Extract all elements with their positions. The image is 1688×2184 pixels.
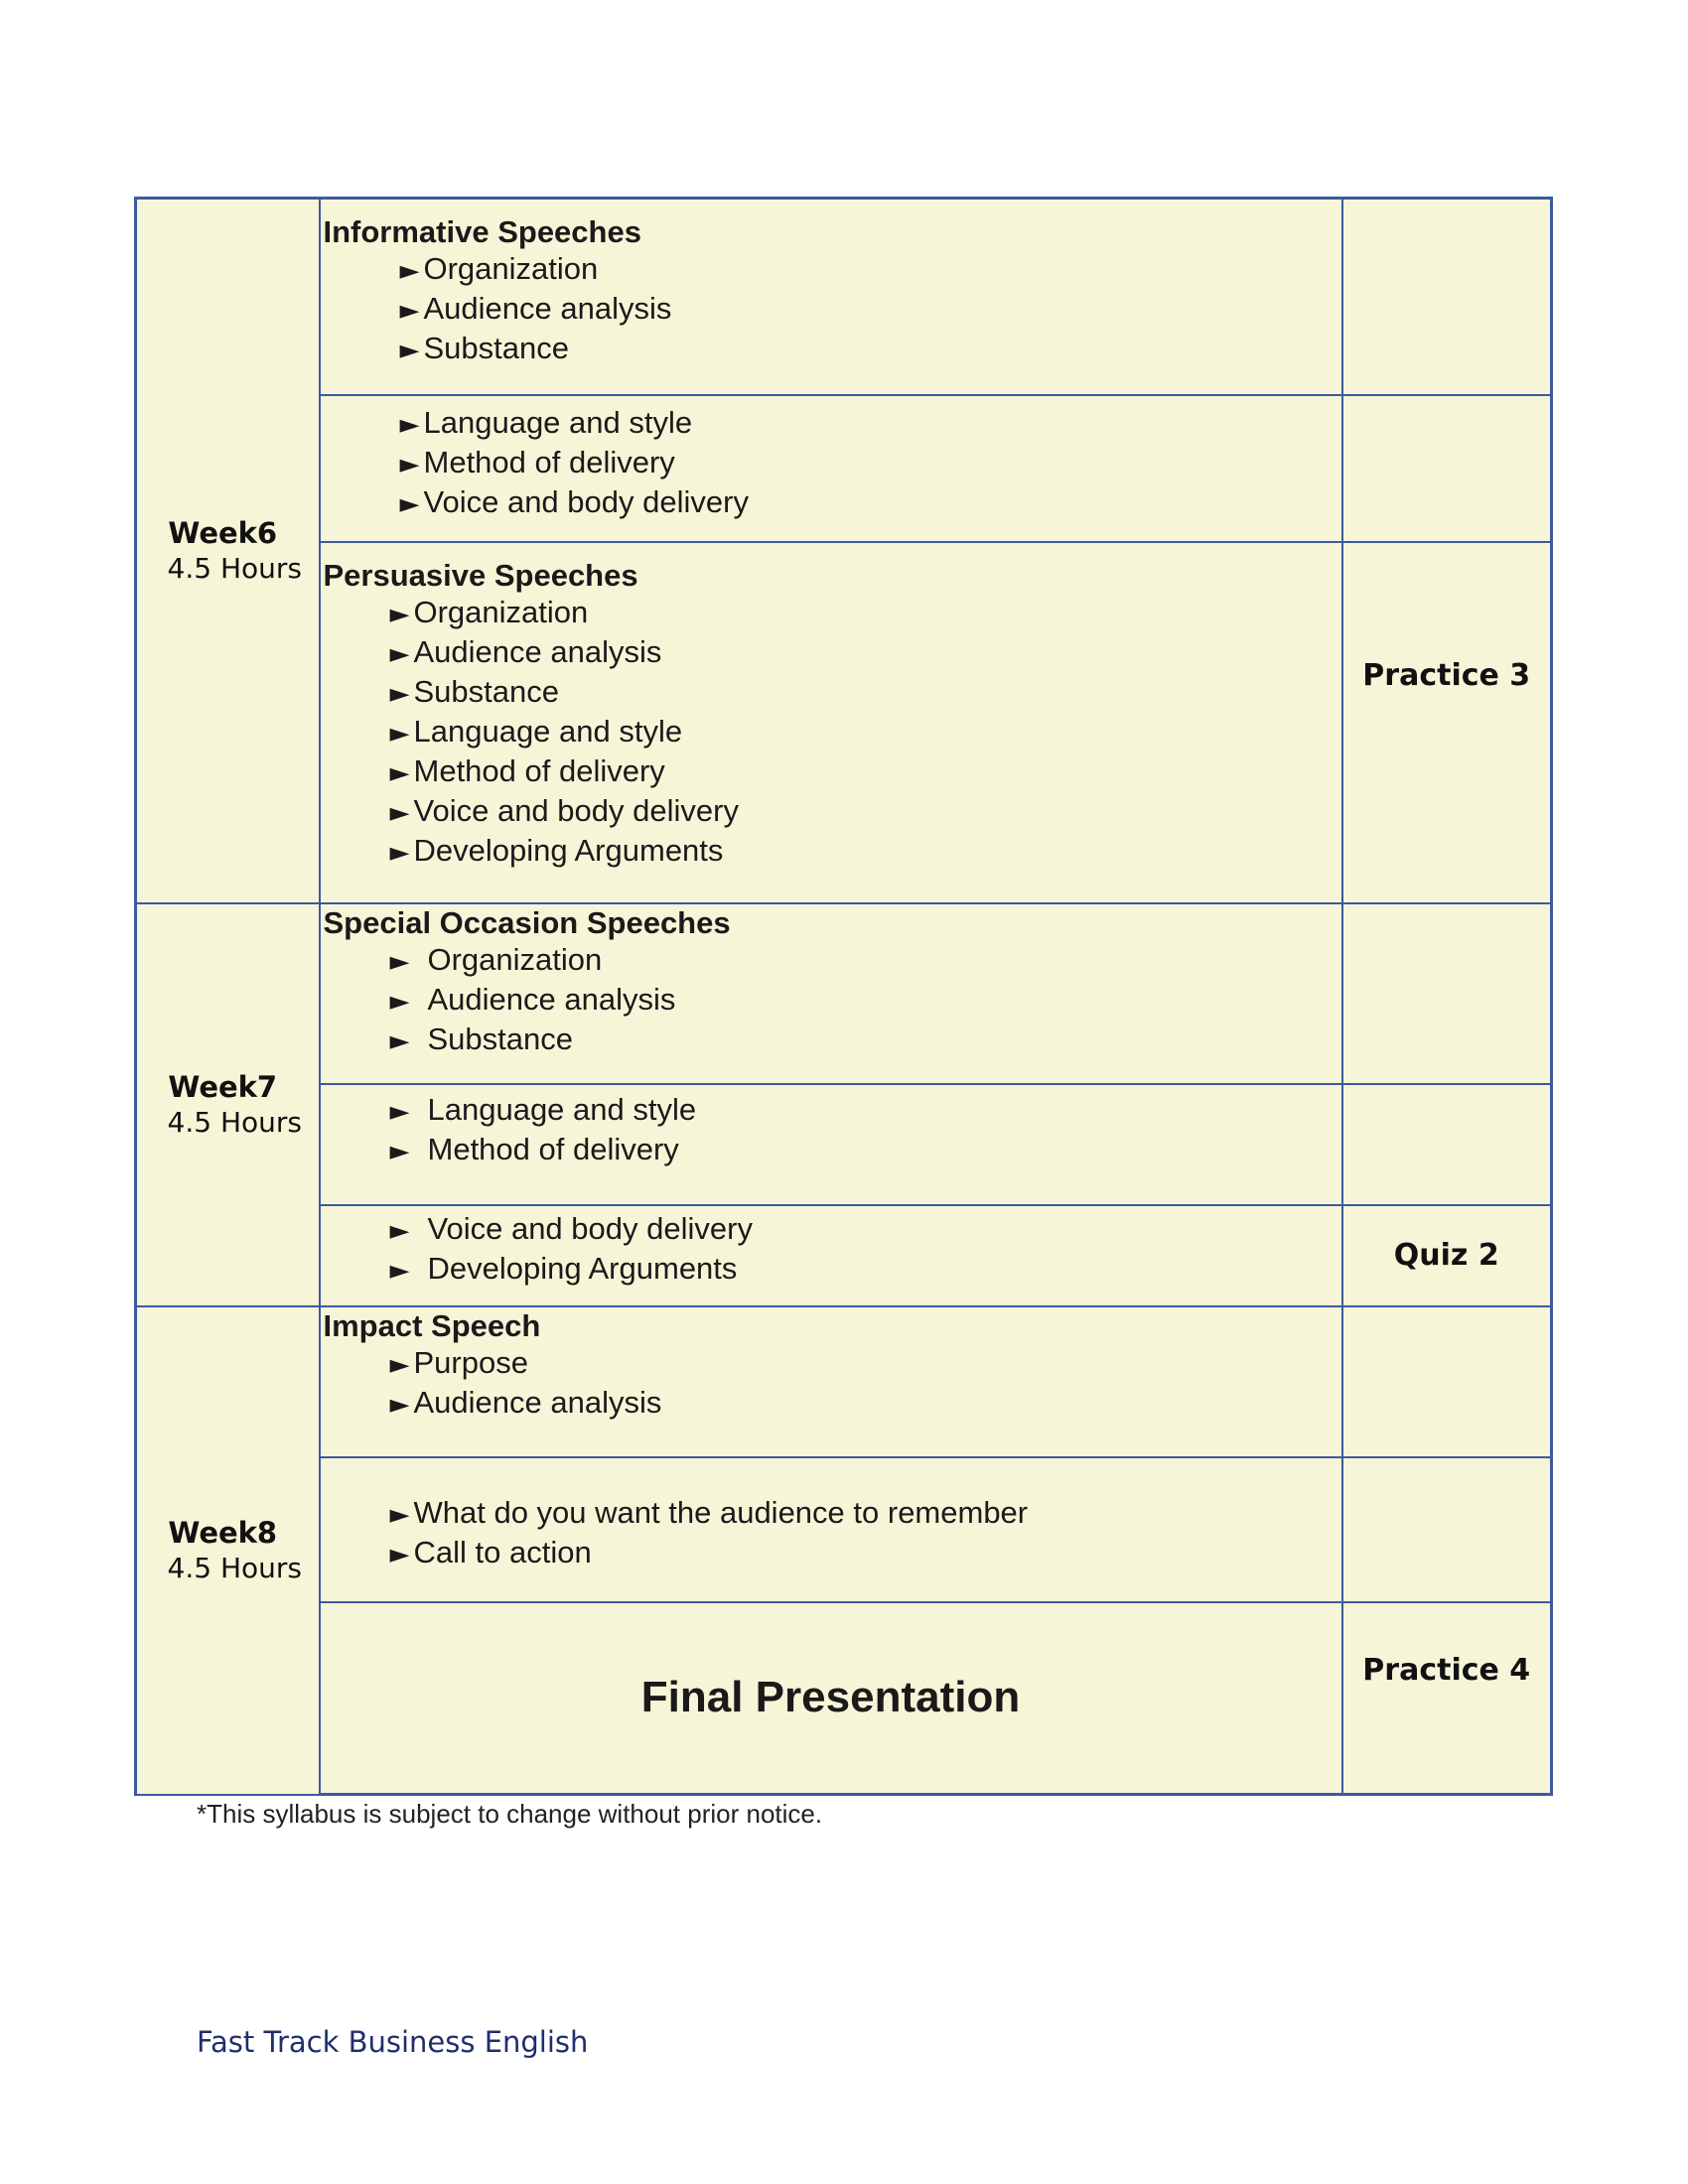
list-item: ► Substance [389,673,559,709]
list-item: ► What do you want the audience to remember [389,1494,1029,1530]
arrow-icon: ► [389,1499,410,1530]
list-item: ► Language and style [399,404,693,440]
week-hours: 4.5 Hours [167,552,302,586]
week-hours: 4.5 Hours [167,1106,302,1139]
list-item: ► Method of delivery [399,444,675,479]
arrow-icon: ► [389,1255,410,1286]
arrow-icon: ► [389,1349,410,1380]
week-hours: 4.5 Hours [167,1552,302,1584]
arrow-icon: ► [389,678,410,709]
list-item: ► Substance [399,331,569,365]
week-cell-8 [136,1306,320,1795]
topic-special-cont1 [320,1084,1342,1205]
list-item: ► Audience analysis [389,981,676,1017]
arrow-icon: ► [389,1136,410,1166]
final-presentation-cell [320,1602,1342,1795]
arrow-icon: ► [389,1096,410,1127]
arrow-icon: ► [389,946,410,977]
assessment-cell [1342,1306,1552,1457]
list-item: ► Developing Arguments [389,832,724,868]
list-item: ► Purpose [389,1344,528,1380]
assessment-cell [1342,1084,1552,1205]
disclaimer-note: *This syllabus is subject to change without prior notice. [197,1799,823,1829]
arrow-icon: ► [389,757,410,788]
arrow-icon: ► [389,1215,410,1246]
list-item: ► Language and style [389,1091,697,1127]
list-item: ► Language and style [389,713,683,749]
list-item: ► Method of delivery [389,1131,679,1166]
list-item: ► Audience analysis [389,1384,662,1420]
arrow-icon: ► [399,488,420,519]
topic-special-cont2 [320,1205,1342,1306]
topic-heading: Impact Speech [323,1307,541,1343]
arrow-icon: ► [399,336,420,365]
list-item: ► Voice and body delivery [389,1210,753,1246]
topic-informative [320,199,1342,395]
arrow-icon: ► [389,638,410,669]
list-item: ► Audience analysis [389,633,662,669]
assessment-label: Quiz 2 [1393,1238,1499,1273]
arrow-icon: ► [389,1389,410,1420]
assessment-cell [1342,1457,1552,1602]
assessment-cell [1342,199,1552,395]
arrow-icon: ► [399,409,420,440]
arrow-icon: ► [389,797,410,828]
topic-special-occasion [320,903,1342,1084]
topic-heading: Special Occasion Speeches [323,904,731,940]
arrow-icon: ► [389,986,410,1017]
assessment-cell [1342,903,1552,1084]
assessment-cell [1342,1205,1552,1306]
list-item: ► Organization [399,251,599,286]
assessment-label: Practice 4 [1362,1652,1531,1688]
list-item: ► Voice and body delivery [389,792,739,828]
week-label: Week7 [168,1070,278,1104]
topic-impact [320,1306,1342,1457]
list-item: ► Voice and body delivery [399,483,749,519]
list-item: ► Substance [389,1021,573,1056]
final-presentation-label: Final Presentation [640,1673,1021,1722]
assessment-label: Practice 3 [1362,657,1531,693]
arrow-icon: ► [389,1539,410,1570]
week-cell-7 [136,903,320,1306]
list-item: ► Method of delivery [389,752,665,788]
assessment-cell [1342,542,1552,903]
list-item: ► Developing Arguments [389,1250,738,1286]
assessment-cell [1342,395,1552,542]
list-item: ► Organization [389,941,603,977]
list-item: ► Call to action [389,1534,592,1570]
topic-heading: Informative Speeches [323,214,641,249]
topic-persuasive [320,542,1342,903]
footer-title: Fast Track Business English [197,2025,589,2059]
arrow-icon: ► [399,449,420,479]
arrow-icon: ► [399,296,420,326]
arrow-icon: ► [389,599,410,629]
week-cell-6 [136,199,320,903]
list-item: ► Organization [389,594,589,629]
list-item: ► Audience analysis [399,291,672,326]
topic-impact-cont [320,1457,1342,1602]
arrow-icon: ► [389,1025,410,1056]
week-label: Week6 [168,516,278,551]
arrow-icon: ► [389,837,410,868]
assessment-cell [1342,1602,1552,1795]
topic-informative-cont [320,395,1342,542]
arrow-icon: ► [389,718,410,749]
arrow-icon: ► [399,256,420,286]
topic-heading: Persuasive Speeches [323,557,638,593]
week-label: Week8 [168,1516,278,1550]
syllabus-table [134,197,1553,1796]
